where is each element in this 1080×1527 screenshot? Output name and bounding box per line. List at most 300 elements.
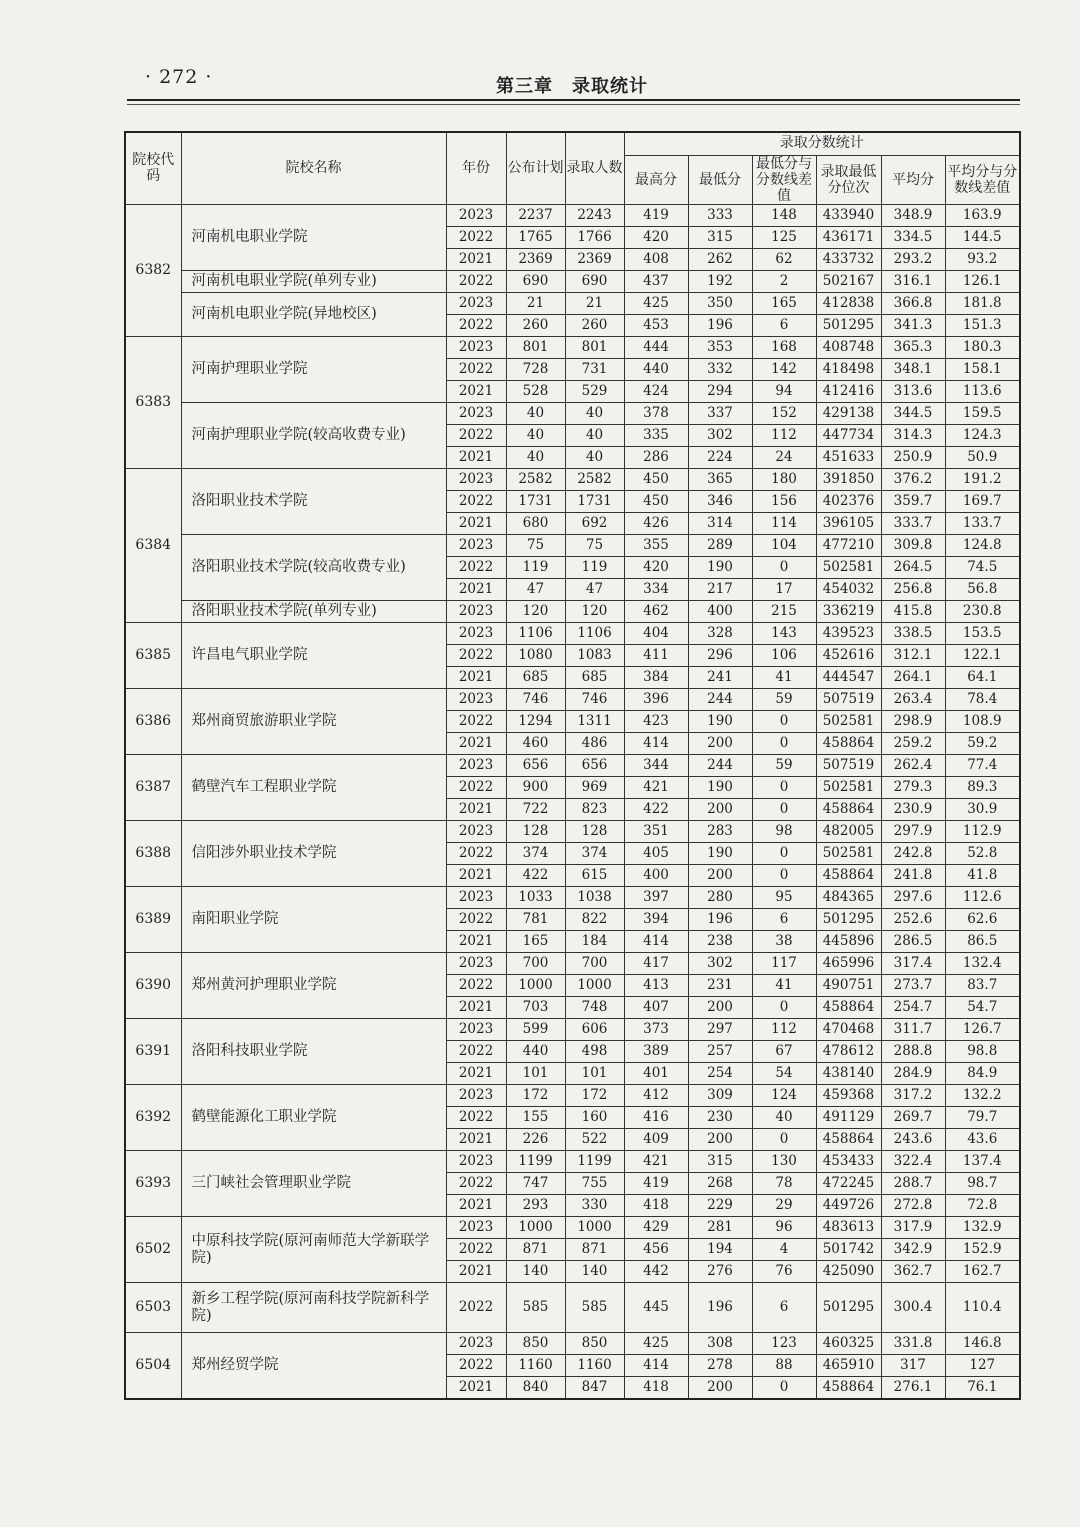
- cell-min-score: 194: [688, 1239, 752, 1261]
- cell-min-rank: 477210: [816, 535, 881, 557]
- school-name: 河南机电职业学院(单列专业): [181, 271, 446, 293]
- cell-admitted: 21: [565, 293, 624, 315]
- cell-avg-score: 322.4: [881, 1151, 945, 1173]
- cell-admitted: 585: [565, 1283, 624, 1333]
- cell-avg-diff: 108.9: [945, 711, 1020, 733]
- cell-avg-score: 241.8: [881, 865, 945, 887]
- cell-avg-score: 269.7: [881, 1107, 945, 1129]
- cell-admitted: 606: [565, 1019, 624, 1041]
- cell-avg-score: 415.8: [881, 601, 945, 623]
- cell-avg-diff: 112.9: [945, 821, 1020, 843]
- col-header-name: 院校名称: [181, 132, 446, 205]
- cell-min-score: 196: [688, 909, 752, 931]
- table-row: [125, 293, 1020, 315]
- cell-min-diff: 130: [752, 1151, 816, 1173]
- cell-min-diff: 67: [752, 1041, 816, 1063]
- cell-max-score: 418: [624, 1377, 688, 1399]
- cell-admitted: 746: [565, 689, 624, 711]
- cell-year: 2023: [446, 601, 506, 623]
- cell-max-score: 420: [624, 227, 688, 249]
- cell-max-score: 405: [624, 843, 688, 865]
- cell-avg-score: 243.6: [881, 1129, 945, 1151]
- cell-min-score: 257: [688, 1041, 752, 1063]
- cell-admitted: 1000: [565, 975, 624, 997]
- cell-avg-score: 309.8: [881, 535, 945, 557]
- col-header-plan: 公布计划: [506, 132, 565, 205]
- cell-admitted: 330: [565, 1195, 624, 1217]
- cell-max-score: 334: [624, 579, 688, 601]
- cell-avg-diff: 132.9: [945, 1217, 1020, 1239]
- cell-admitted: 120: [565, 601, 624, 623]
- cell-max-score: 400: [624, 865, 688, 887]
- school-name: 信阳涉外职业技术学院: [181, 821, 446, 887]
- cell-min-diff: 112: [752, 425, 816, 447]
- cell-admitted: 731: [565, 359, 624, 381]
- cell-max-score: 411: [624, 645, 688, 667]
- school-name: 郑州商贸旅游职业学院: [181, 689, 446, 755]
- cell-max-score: 445: [624, 1283, 688, 1333]
- cell-avg-diff: 181.8: [945, 293, 1020, 315]
- cell-admitted: 1766: [565, 227, 624, 249]
- cell-avg-score: 297.9: [881, 821, 945, 843]
- cell-max-score: 335: [624, 425, 688, 447]
- cell-year: 2023: [446, 1019, 506, 1041]
- cell-avg-diff: 93.2: [945, 249, 1020, 271]
- cell-max-score: 394: [624, 909, 688, 931]
- table-row: [125, 689, 1020, 711]
- cell-min-diff: 6: [752, 909, 816, 931]
- cell-avg-score: 333.7: [881, 513, 945, 535]
- cell-year: 2023: [446, 293, 506, 315]
- col-header-score-group: 录取分数统计: [624, 132, 1020, 156]
- cell-min-rank: 460325: [816, 1333, 881, 1355]
- cell-admitted: 374: [565, 843, 624, 865]
- cell-max-score: 397: [624, 887, 688, 909]
- cell-min-diff: 62: [752, 249, 816, 271]
- cell-plan: 40: [506, 403, 565, 425]
- cell-min-score: 238: [688, 931, 752, 953]
- cell-avg-diff: 72.8: [945, 1195, 1020, 1217]
- cell-max-score: 450: [624, 469, 688, 491]
- cell-min-diff: 156: [752, 491, 816, 513]
- cell-min-score: 350: [688, 293, 752, 315]
- cell-max-score: 426: [624, 513, 688, 535]
- cell-min-rank: 458864: [816, 865, 881, 887]
- cell-min-rank: 502581: [816, 711, 881, 733]
- school-name: 鹤壁汽车工程职业学院: [181, 755, 446, 821]
- cell-avg-diff: 41.8: [945, 865, 1020, 887]
- cell-min-diff: 124: [752, 1085, 816, 1107]
- cell-avg-diff: 133.7: [945, 513, 1020, 535]
- cell-admitted: 522: [565, 1129, 624, 1151]
- cell-year: 2021: [446, 865, 506, 887]
- cell-min-score: 200: [688, 733, 752, 755]
- cell-plan: 40: [506, 447, 565, 469]
- cell-year: 2023: [446, 403, 506, 425]
- cell-max-score: 378: [624, 403, 688, 425]
- cell-admitted: 1083: [565, 645, 624, 667]
- cell-avg-score: 331.8: [881, 1333, 945, 1355]
- cell-avg-diff: 151.3: [945, 315, 1020, 337]
- table-row: [125, 953, 1020, 975]
- cell-min-diff: 104: [752, 535, 816, 557]
- cell-min-rank: 408748: [816, 337, 881, 359]
- cell-avg-diff: 43.6: [945, 1129, 1020, 1151]
- cell-max-score: 384: [624, 667, 688, 689]
- cell-max-score: 414: [624, 931, 688, 953]
- cell-year: 2022: [446, 909, 506, 931]
- cell-min-diff: 117: [752, 953, 816, 975]
- cell-min-diff: 0: [752, 865, 816, 887]
- cell-admitted: 685: [565, 667, 624, 689]
- cell-min-rank: 501295: [816, 909, 881, 931]
- cell-max-score: 413: [624, 975, 688, 997]
- cell-min-rank: 425090: [816, 1261, 881, 1283]
- cell-year: 2021: [446, 997, 506, 1019]
- cell-admitted: 184: [565, 931, 624, 953]
- cell-avg-score: 316.1: [881, 271, 945, 293]
- cell-min-score: 365: [688, 469, 752, 491]
- col-header-avg: 平均分: [881, 156, 945, 205]
- cell-admitted: 40: [565, 403, 624, 425]
- cell-min-rank: 507519: [816, 689, 881, 711]
- col-header-code: 院校代码: [125, 132, 181, 205]
- cell-min-rank: 502167: [816, 271, 881, 293]
- school-code: 6387: [125, 755, 181, 821]
- cell-min-score: 200: [688, 997, 752, 1019]
- cell-min-score: 297: [688, 1019, 752, 1041]
- cell-avg-diff: 84.9: [945, 1063, 1020, 1085]
- cell-avg-diff: 132.2: [945, 1085, 1020, 1107]
- cell-year: 2021: [446, 447, 506, 469]
- school-code: 6388: [125, 821, 181, 887]
- cell-plan: 850: [506, 1333, 565, 1355]
- cell-plan: 293: [506, 1195, 565, 1217]
- col-header-min-diff: 最低分与分数线差值: [752, 156, 816, 205]
- school-name: 洛阳职业技术学院: [181, 469, 446, 535]
- cell-avg-score: 264.1: [881, 667, 945, 689]
- cell-max-score: 453: [624, 315, 688, 337]
- cell-year: 2021: [446, 931, 506, 953]
- cell-plan: 1731: [506, 491, 565, 513]
- cell-min-diff: 59: [752, 755, 816, 777]
- cell-min-diff: 29: [752, 1195, 816, 1217]
- cell-plan: 440: [506, 1041, 565, 1063]
- cell-avg-diff: 153.5: [945, 623, 1020, 645]
- cell-year: 2022: [446, 359, 506, 381]
- cell-min-diff: 0: [752, 1129, 816, 1151]
- cell-year: 2021: [446, 1261, 506, 1283]
- cell-avg-diff: 56.8: [945, 579, 1020, 601]
- cell-admitted: 498: [565, 1041, 624, 1063]
- cell-max-score: 419: [624, 205, 688, 227]
- cell-max-score: 401: [624, 1063, 688, 1085]
- cell-min-rank: 445896: [816, 931, 881, 953]
- cell-min-rank: 449726: [816, 1195, 881, 1217]
- cell-min-rank: 472245: [816, 1173, 881, 1195]
- table-row: [125, 1151, 1020, 1173]
- cell-avg-diff: 126.7: [945, 1019, 1020, 1041]
- cell-min-diff: 0: [752, 1377, 816, 1399]
- cell-min-diff: 4: [752, 1239, 816, 1261]
- cell-min-diff: 0: [752, 843, 816, 865]
- cell-min-diff: 2: [752, 271, 816, 293]
- cell-max-score: 355: [624, 535, 688, 557]
- cell-avg-score: 263.4: [881, 689, 945, 711]
- cell-admitted: 969: [565, 777, 624, 799]
- cell-avg-score: 365.3: [881, 337, 945, 359]
- table-row: [125, 469, 1020, 491]
- cell-avg-diff: 74.5: [945, 557, 1020, 579]
- cell-admitted: 1106: [565, 623, 624, 645]
- cell-year: 2021: [446, 1129, 506, 1151]
- cell-max-score: 424: [624, 381, 688, 403]
- cell-avg-score: 317.9: [881, 1217, 945, 1239]
- cell-avg-diff: 76.1: [945, 1377, 1020, 1399]
- cell-max-score: 425: [624, 1333, 688, 1355]
- cell-avg-score: 256.8: [881, 579, 945, 601]
- cell-min-diff: 88: [752, 1355, 816, 1377]
- cell-min-rank: 502581: [816, 557, 881, 579]
- cell-plan: 722: [506, 799, 565, 821]
- cell-plan: 128: [506, 821, 565, 843]
- cell-avg-score: 313.6: [881, 381, 945, 403]
- cell-min-rank: 402376: [816, 491, 881, 513]
- cell-min-rank: 502581: [816, 843, 881, 865]
- cell-avg-diff: 152.9: [945, 1239, 1020, 1261]
- cell-plan: 422: [506, 865, 565, 887]
- cell-avg-diff: 110.4: [945, 1283, 1020, 1333]
- cell-min-rank: 502581: [816, 777, 881, 799]
- cell-plan: 680: [506, 513, 565, 535]
- cell-year: 2023: [446, 535, 506, 557]
- cell-plan: 1160: [506, 1355, 565, 1377]
- cell-min-score: 289: [688, 535, 752, 557]
- cell-min-rank: 484365: [816, 887, 881, 909]
- cell-min-diff: 114: [752, 513, 816, 535]
- cell-admitted: 1731: [565, 491, 624, 513]
- cell-min-score: 230: [688, 1107, 752, 1129]
- cell-min-score: 190: [688, 711, 752, 733]
- cell-plan: 172: [506, 1085, 565, 1107]
- cell-avg-score: 254.7: [881, 997, 945, 1019]
- cell-admitted: 700: [565, 953, 624, 975]
- table-row: [125, 1085, 1020, 1107]
- cell-admitted: 140: [565, 1261, 624, 1283]
- cell-admitted: 172: [565, 1085, 624, 1107]
- table-row: [125, 623, 1020, 645]
- cell-min-score: 190: [688, 843, 752, 865]
- school-code: 6386: [125, 689, 181, 755]
- cell-min-score: 309: [688, 1085, 752, 1107]
- cell-avg-score: 252.6: [881, 909, 945, 931]
- cell-admitted: 822: [565, 909, 624, 931]
- school-code: 6390: [125, 953, 181, 1019]
- cell-min-rank: 458864: [816, 799, 881, 821]
- cell-plan: 685: [506, 667, 565, 689]
- cell-max-score: 425: [624, 293, 688, 315]
- cell-min-rank: 396105: [816, 513, 881, 535]
- cell-plan: 460: [506, 733, 565, 755]
- cell-min-score: 276: [688, 1261, 752, 1283]
- cell-plan: 700: [506, 953, 565, 975]
- cell-avg-score: 279.3: [881, 777, 945, 799]
- cell-max-score: 417: [624, 953, 688, 975]
- cell-max-score: 404: [624, 623, 688, 645]
- cell-avg-diff: 59.2: [945, 733, 1020, 755]
- cell-min-rank: 507519: [816, 755, 881, 777]
- cell-max-score: 420: [624, 557, 688, 579]
- cell-year: 2021: [446, 733, 506, 755]
- cell-min-rank: 391850: [816, 469, 881, 491]
- cell-min-diff: 0: [752, 711, 816, 733]
- cell-avg-score: 250.9: [881, 447, 945, 469]
- school-code: 6502: [125, 1217, 181, 1283]
- cell-min-rank: 418498: [816, 359, 881, 381]
- cell-max-score: 416: [624, 1107, 688, 1129]
- cell-plan: 2237: [506, 205, 565, 227]
- cell-max-score: 408: [624, 249, 688, 271]
- cell-plan: 781: [506, 909, 565, 931]
- cell-avg-score: 348.1: [881, 359, 945, 381]
- page-number: · 272 ·: [145, 66, 213, 88]
- cell-plan: 801: [506, 337, 565, 359]
- cell-min-diff: 152: [752, 403, 816, 425]
- cell-avg-score: 317: [881, 1355, 945, 1377]
- table-row: [125, 887, 1020, 909]
- cell-avg-diff: 79.7: [945, 1107, 1020, 1129]
- cell-min-score: 196: [688, 315, 752, 337]
- cell-year: 2021: [446, 1195, 506, 1217]
- cell-admitted: 850: [565, 1333, 624, 1355]
- cell-avg-score: 376.2: [881, 469, 945, 491]
- cell-admitted: 1311: [565, 711, 624, 733]
- cell-avg-diff: 191.2: [945, 469, 1020, 491]
- cell-avg-score: 276.1: [881, 1377, 945, 1399]
- cell-avg-score: 272.8: [881, 1195, 945, 1217]
- cell-min-diff: 0: [752, 777, 816, 799]
- cell-plan: 703: [506, 997, 565, 1019]
- cell-min-rank: 458864: [816, 1377, 881, 1399]
- cell-admitted: 615: [565, 865, 624, 887]
- cell-year: 2023: [446, 755, 506, 777]
- cell-min-diff: 76: [752, 1261, 816, 1283]
- cell-avg-diff: 122.1: [945, 645, 1020, 667]
- cell-min-score: 190: [688, 557, 752, 579]
- cell-year: 2023: [446, 337, 506, 359]
- cell-min-diff: 168: [752, 337, 816, 359]
- cell-admitted: 75: [565, 535, 624, 557]
- school-name: 河南机电职业学院(异地校区): [181, 293, 446, 337]
- cell-max-score: 414: [624, 1355, 688, 1377]
- cell-plan: 21: [506, 293, 565, 315]
- cell-plan: 1000: [506, 975, 565, 997]
- cell-min-rank: 433940: [816, 205, 881, 227]
- table-row: [125, 1019, 1020, 1041]
- table-row: [125, 1283, 1020, 1333]
- cell-plan: 260: [506, 315, 565, 337]
- table-row: [125, 601, 1020, 623]
- cell-min-rank: 459368: [816, 1085, 881, 1107]
- cell-min-diff: 0: [752, 557, 816, 579]
- school-code: 6393: [125, 1151, 181, 1217]
- cell-min-score: 283: [688, 821, 752, 843]
- cell-max-score: 286: [624, 447, 688, 469]
- cell-plan: 374: [506, 843, 565, 865]
- cell-admitted: 847: [565, 1377, 624, 1399]
- cell-admitted: 1199: [565, 1151, 624, 1173]
- cell-avg-score: 298.9: [881, 711, 945, 733]
- cell-max-score: 450: [624, 491, 688, 513]
- cell-plan: 871: [506, 1239, 565, 1261]
- table-body: [125, 205, 1020, 1399]
- cell-year: 2022: [446, 777, 506, 799]
- cell-year: 2023: [446, 1151, 506, 1173]
- cell-min-score: 200: [688, 1377, 752, 1399]
- cell-plan: 599: [506, 1019, 565, 1041]
- cell-avg-diff: 86.5: [945, 931, 1020, 953]
- cell-min-score: 217: [688, 579, 752, 601]
- cell-min-diff: 143: [752, 623, 816, 645]
- cell-avg-diff: 146.8: [945, 1333, 1020, 1355]
- cell-admitted: 119: [565, 557, 624, 579]
- cell-min-rank: 465996: [816, 953, 881, 975]
- cell-avg-diff: 62.6: [945, 909, 1020, 931]
- school-code: 6385: [125, 623, 181, 689]
- cell-year: 2022: [446, 1041, 506, 1063]
- cell-year: 2022: [446, 711, 506, 733]
- cell-plan: 585: [506, 1283, 565, 1333]
- cell-avg-score: 334.5: [881, 227, 945, 249]
- cell-max-score: 437: [624, 271, 688, 293]
- cell-avg-score: 312.1: [881, 645, 945, 667]
- cell-min-diff: 17: [752, 579, 816, 601]
- cell-max-score: 423: [624, 711, 688, 733]
- cell-plan: 1033: [506, 887, 565, 909]
- school-name: 洛阳职业技术学院(较高收费专业): [181, 535, 446, 601]
- cell-plan: 101: [506, 1063, 565, 1085]
- cell-avg-score: 317.2: [881, 1085, 945, 1107]
- cell-min-diff: 6: [752, 1283, 816, 1333]
- cell-avg-score: 314.3: [881, 425, 945, 447]
- cell-min-score: 296: [688, 645, 752, 667]
- cell-max-score: 444: [624, 337, 688, 359]
- cell-year: 2023: [446, 1217, 506, 1239]
- cell-min-diff: 180: [752, 469, 816, 491]
- cell-avg-score: 286.5: [881, 931, 945, 953]
- school-name: 郑州黄河护理职业学院: [181, 953, 446, 1019]
- cell-admitted: 1000: [565, 1217, 624, 1239]
- cell-min-rank: 439523: [816, 623, 881, 645]
- cell-avg-diff: 112.6: [945, 887, 1020, 909]
- table-row: [125, 1333, 1020, 1355]
- cell-max-score: 418: [624, 1195, 688, 1217]
- cell-avg-score: 341.3: [881, 315, 945, 337]
- table-row: [125, 337, 1020, 359]
- header-rule: [127, 99, 1020, 101]
- cell-plan: 656: [506, 755, 565, 777]
- cell-avg-diff: 77.4: [945, 755, 1020, 777]
- cell-avg-diff: 50.9: [945, 447, 1020, 469]
- cell-min-rank: 412838: [816, 293, 881, 315]
- school-name: 鹤壁能源化工职业学院: [181, 1085, 446, 1151]
- cell-max-score: 421: [624, 1151, 688, 1173]
- school-code: 6382: [125, 205, 181, 337]
- cell-min-rank: 501295: [816, 1283, 881, 1333]
- school-name: 新乡工程学院(原河南科技学院新科学院): [181, 1283, 446, 1333]
- cell-min-rank: 470468: [816, 1019, 881, 1041]
- cell-plan: 690: [506, 271, 565, 293]
